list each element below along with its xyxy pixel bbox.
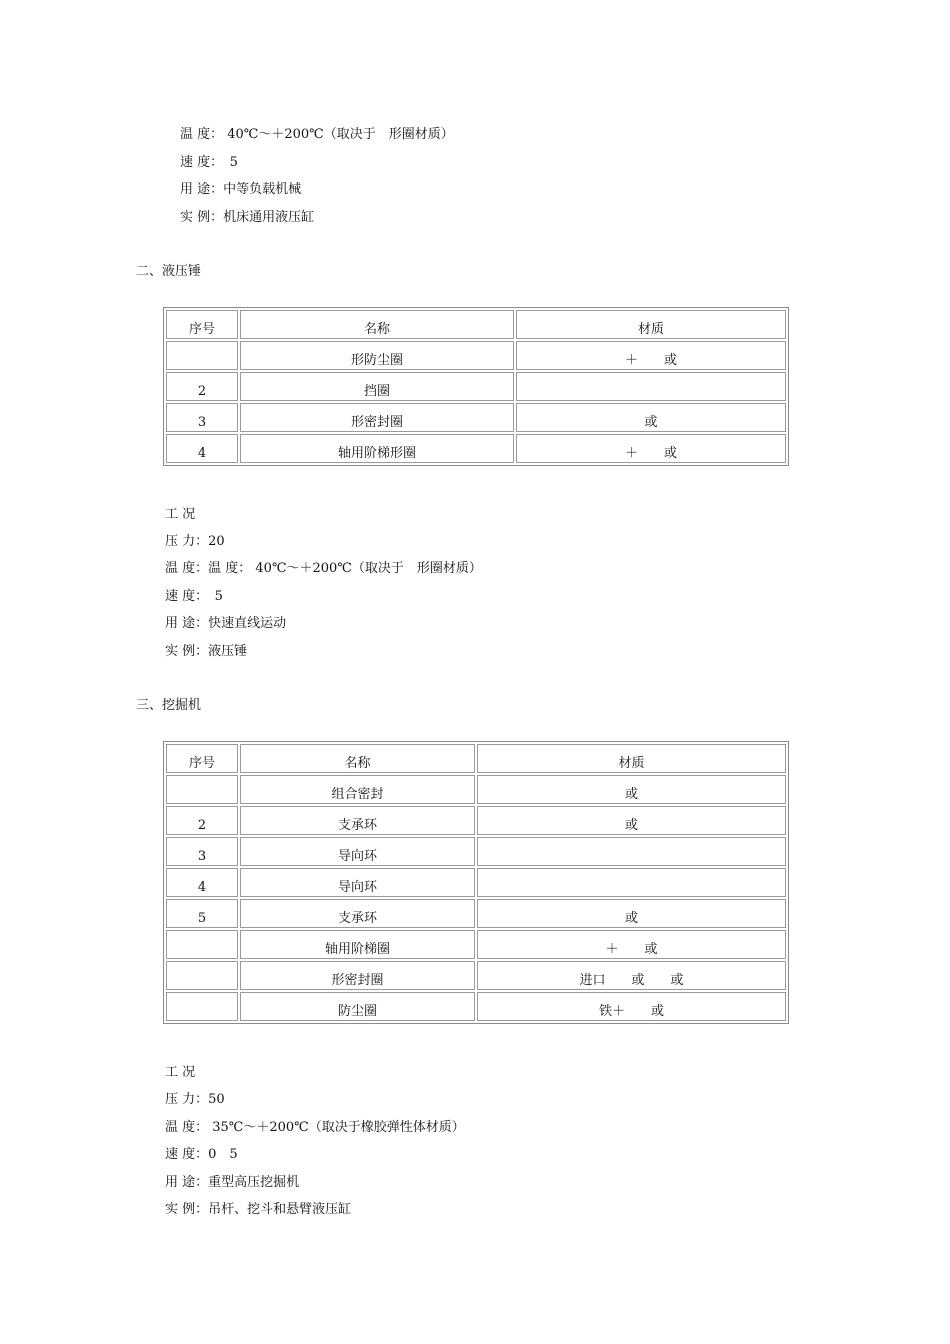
table-cell: 导向环 (240, 837, 475, 866)
seal-table-excavator (163, 741, 789, 1024)
header-cell: 序号 (166, 744, 238, 773)
header-cell: 序号 (166, 310, 238, 339)
table-row (166, 961, 786, 990)
table-row (166, 775, 786, 804)
table-cell: 支承环 (240, 899, 475, 928)
spec-line: 实 例：机床通用液压缸 (180, 210, 315, 225)
spec-line: 工 况 (165, 507, 196, 522)
table-cell (166, 341, 238, 370)
table-cell: 3 (166, 403, 238, 432)
table-cell: 形防尘圈 (240, 341, 514, 370)
spec-line: 实 例：吊杆、挖斗和悬臂液压缸 (165, 1202, 352, 1217)
spec-line: 工 况 (165, 1065, 196, 1080)
table-cell: 轴用阶梯形圈 (240, 434, 514, 463)
table-cell: 防尘圈 (240, 992, 475, 1021)
table-row (166, 806, 786, 835)
spec-line: 温 度： 35℃～＋200℃（取决于橡胶弹性体材质） (165, 1120, 465, 1135)
header-cell: 名称 (240, 310, 514, 339)
header-cell: 材质 (477, 744, 786, 773)
table-cell: 或 (477, 806, 786, 835)
table-cell: 导向环 (240, 868, 475, 897)
header-cell: 名称 (240, 744, 475, 773)
spec-line: 压 力：50 (165, 1092, 225, 1107)
table-cell: 形密封圈 (240, 961, 475, 990)
spec-line: 速 度： 5 (165, 589, 223, 604)
spec-line: 用 途：快速直线运动 (165, 616, 287, 631)
table-cell: 2 (166, 806, 238, 835)
section-heading: 二、液压锤 (136, 264, 202, 279)
table-cell: 挡圈 (240, 372, 514, 401)
table-header-row (166, 310, 786, 339)
table-row (166, 899, 786, 928)
spec-line: 温 度： 40℃～＋200℃（取决于 形圈材质） (180, 127, 454, 142)
table-cell: 或 (516, 403, 786, 432)
table-cell: 组合密封 (240, 775, 475, 804)
table-cell (477, 837, 786, 866)
table-row (166, 837, 786, 866)
header-cell: 材质 (516, 310, 786, 339)
table-cell: 4 (166, 868, 238, 897)
table-cell: 形密封圈 (240, 403, 514, 432)
table-cell: 或 (477, 899, 786, 928)
spec-line: 实 例：液压锤 (165, 644, 248, 659)
table-row (166, 434, 786, 463)
table-cell (166, 992, 238, 1021)
seal-table-hammer (163, 307, 789, 466)
table-row (166, 868, 786, 897)
table-row (166, 341, 786, 370)
spec-line: 用 途：重型高压挖掘机 (165, 1175, 300, 1190)
table-cell (166, 961, 238, 990)
spec-line: 速 度：0 5 (165, 1147, 238, 1162)
table-cell (516, 372, 786, 401)
table-cell: ＋ 或 (477, 930, 786, 959)
table-cell: 铁＋ 或 (477, 992, 786, 1021)
table-cell: 支承环 (240, 806, 475, 835)
spec-line: 温 度：温 度： 40℃～＋200℃（取决于 形圈材质） (165, 561, 482, 576)
table-cell: 或 (477, 775, 786, 804)
table-cell (166, 775, 238, 804)
table-cell: 5 (166, 899, 238, 928)
table-row (166, 992, 786, 1021)
table-row (166, 372, 786, 401)
table-cell: ＋ 或 (516, 341, 786, 370)
table-row (166, 403, 786, 432)
spec-line: 用 途：中等负载机械 (180, 182, 302, 197)
table-cell: 轴用阶梯圈 (240, 930, 475, 959)
table-cell (477, 868, 786, 897)
table-cell: 进口 或 或 (477, 961, 786, 990)
table-row (166, 930, 786, 959)
table-cell: 2 (166, 372, 238, 401)
spec-line: 压 力：20 (165, 534, 225, 549)
table-cell: ＋ 或 (516, 434, 786, 463)
section-heading: 三、挖掘机 (136, 698, 202, 713)
spec-line: 速 度： 5 (180, 155, 238, 170)
table-cell: 3 (166, 837, 238, 866)
table-cell (166, 930, 238, 959)
table-header-row (166, 744, 786, 773)
table-cell: 4 (166, 434, 238, 463)
